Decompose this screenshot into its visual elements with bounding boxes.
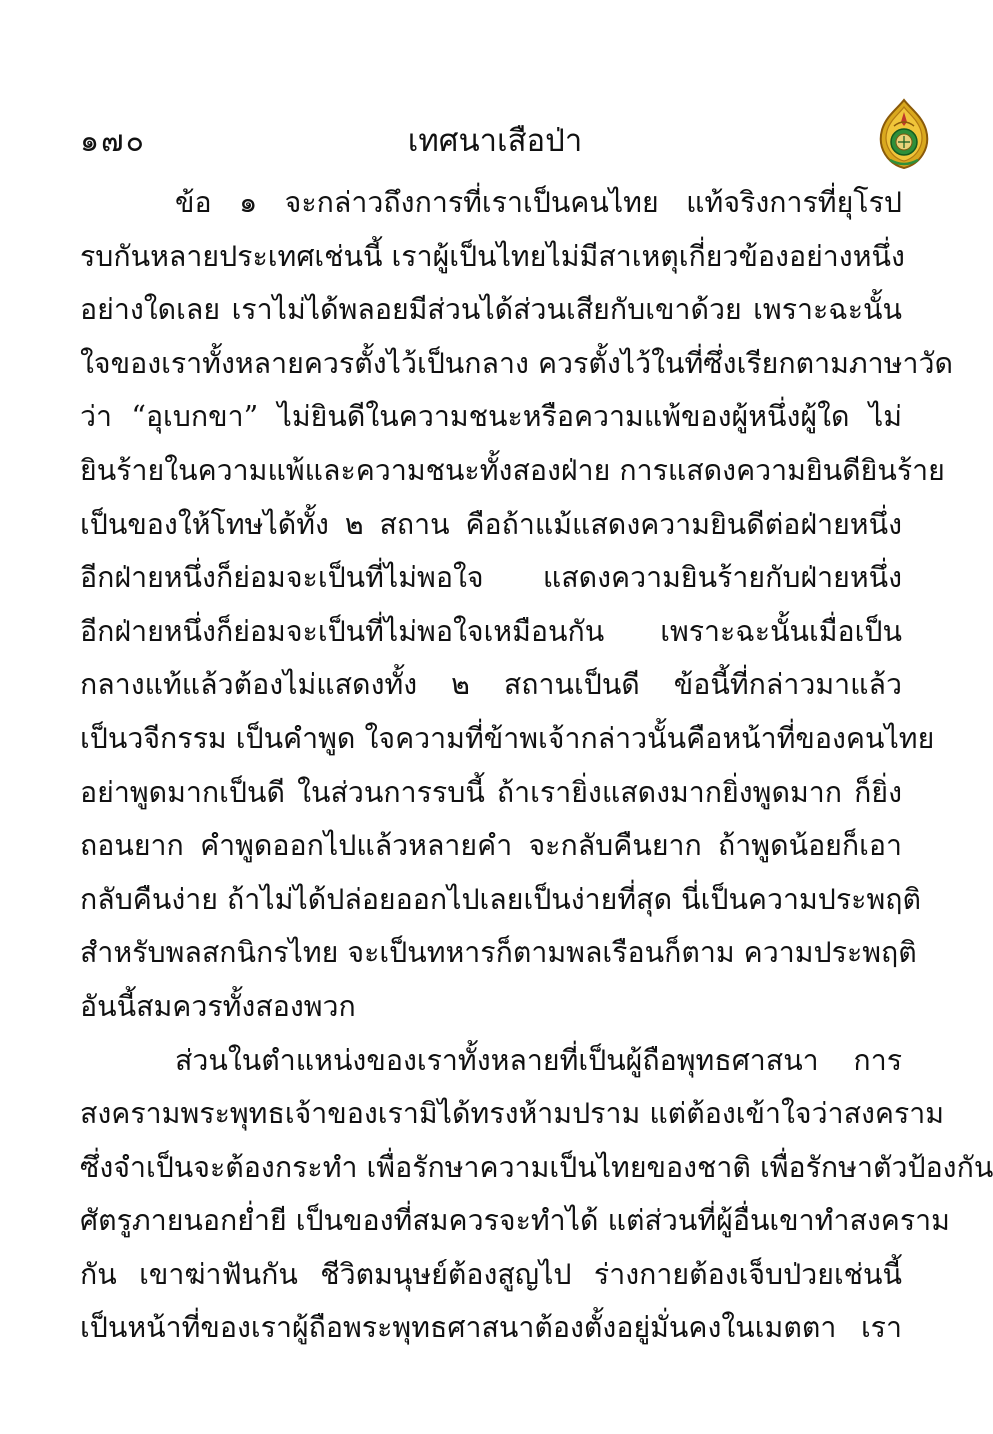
school-seal-emblem-icon (876, 98, 932, 170)
text-line: อย่าพูดมากเป็นดี ในส่วนการรบนี้ ถ้าเรายิ่งแสดงมากยิ่งพูดมาก ก็ยิ่ง (80, 775, 902, 809)
text-line: เป็นวจีกรรม เป็นคำพูด ใจความที่ข้าพเจ้ากล่าวนั้นคือหน้าที่ของคนไทย (80, 721, 935, 755)
text-line: อย่างใดเลย เราไม่ได้พลอยมีส่วนได้ส่วนเสียกับเขาด้วย เพราะฉะนั้น (80, 293, 902, 327)
text-line: เป็นหน้าที่ของเราผู้ถือพระพุทธศาสนาต้องตั้งอยู่มั่นคงในเมตตา เรา (80, 1311, 902, 1345)
text-line: อีกฝ่ายหนึ่งก็ย่อมจะเป็นที่ไม่พอใจเหมือนกัน เพราะฉะนั้นเมื่อเป็น (80, 614, 902, 648)
text-line: ส่วนในตำแหน่งของเราทั้งหลายที่เป็นผู้ถือพุทธศาสนา การ (175, 1043, 902, 1077)
paragraph-2 (80, 1034, 993, 1356)
text-line: ใจของเราทั้งหลายควรตั้งไว้เป็นกลาง ควรตั้งไว้ในที่ซึ่งเรียกตามภาษาวัด (80, 346, 953, 380)
paragraph-1 (80, 176, 953, 1034)
text-line: กลางแท้แล้วต้องไม่แสดงทั้ง ๒ สถานเป็นดี ข้อนี้ที่กล่าวมาแล้ว (80, 668, 902, 702)
text-line: ข้อ ๑ จะกล่าวถึงการที่เราเป็นคนไทย แท้จริงการที่ยุโรป (175, 186, 902, 219)
text-line: สำหรับพลสกนิกรไทย จะเป็นทหารก็ตามพลเรือนก็ตาม ความประพฤติ (80, 936, 917, 970)
text-line: อันนี้สมควรทั้งสองพวก (80, 989, 356, 1023)
page-number: ๑๗๐ (80, 124, 146, 159)
text-line: ศัตรูภายนอกย่ำยี เป็นของที่สมควรจะทำได้ แต่ส่วนที่ผู้อื่นเขาทำสงคราม (80, 1204, 950, 1238)
text-line: อีกฝ่ายหนึ่งก็ย่อมจะเป็นที่ไม่พอใจ แสดงความยินร้ายกับฝ่ายหนึ่ง (80, 561, 902, 595)
body-text (80, 176, 993, 1355)
text-line: กลับคืนง่าย ถ้าไม่ได้ปล่อยออกไปเลยเป็นง่ายที่สุด นี่เป็นความประพฤติ (80, 882, 922, 916)
text-line: เป็นของให้โทษได้ทั้ง ๒ สถาน คือถ้าแม้แสดงความยินดีต่อฝ่ายหนึ่ง (80, 507, 902, 541)
text-line: ถอนยาก คำพูดออกไปแล้วหลายคำ จะกลับคืนยาก ถ้าพูดน้อยก็เอา (80, 829, 902, 863)
text-line: รบกันหลายประเทศเช่นนี้ เราผู้เป็นไทยไม่มีสาเหตุเกี่ยวข้องอย่างหนึ่ง (80, 239, 905, 273)
text-line: สงครามพระพุทธเจ้าของเรามิได้ทรงห้ามปราม แต่ต้องเข้าใจว่าสงคราม (80, 1097, 945, 1131)
text-line: กัน เขาฆ่าฟันกัน ชีวิตมนุษย์ต้องสูญไป ร่างกายต้องเจ็บป่วยเช่นนี้ (80, 1257, 902, 1291)
text-line: ว่า “อุเบกขา” ไม่ยินดีในความชนะหรือความแพ้ของผู้หนึ่งผู้ใด ไม่ (80, 400, 902, 434)
text-line: ยินร้ายในความแพ้และความชนะทั้งสองฝ่าย การแสดงความยินดียินร้าย (80, 453, 945, 487)
text-line: ซึ่งจำเป็นจะต้องกระทำ เพื่อรักษาความเป็นไทยของชาติ เพื่อรักษาตัวป้องกัน (80, 1150, 993, 1184)
running-title: เทศนาเสือป่า (407, 123, 583, 159)
